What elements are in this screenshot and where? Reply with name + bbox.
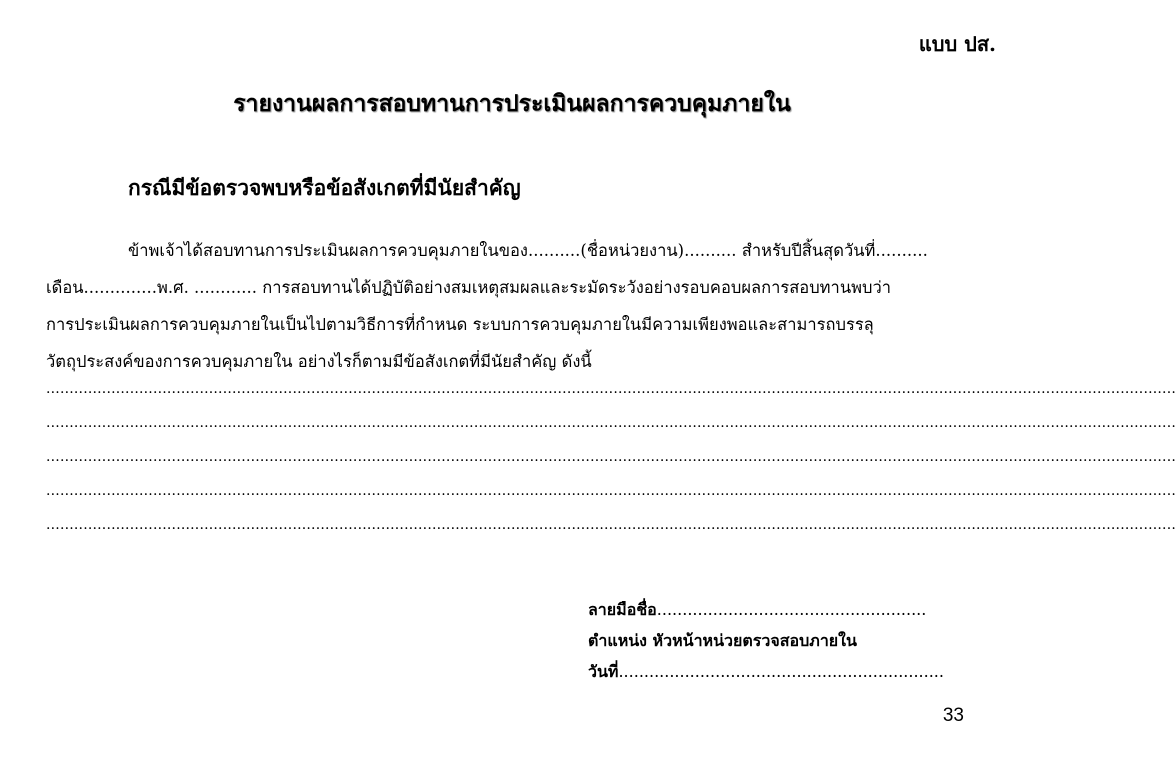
paragraph-line: ข้าพเจ้าได้สอบทานการประเมินผลการควบคุมภายในของ..........(ชื่อหน่วยงาน).......... สำหรับปีสิ้นสุดวันที่..........: [128, 241, 928, 260]
signature-name-label: ลายมือชื่อ: [588, 600, 657, 619]
form-code: แบบ ปส.: [918, 32, 996, 56]
dotted-line: ...................................................................................................................................................................................................................................................: [46, 381, 1176, 397]
signature-date-line: [588, 656, 968, 687]
report-paragraph: [46, 232, 978, 380]
signature-position-line: ตำแหน่ง หัวหน้าหน่วยตรวจสอบภายใน: [588, 631, 857, 650]
dotted-fill-lines: [46, 372, 1176, 542]
dotted-line: ...................................................................................................................................................................................................................................................: [46, 483, 1176, 499]
dotted-line: ...................................................................................................................................................................................................................................................: [46, 449, 1176, 465]
signature-name-fill: .....................................................: [656, 600, 927, 619]
signature-date-fill: ................................................................: [618, 662, 944, 681]
signature-date-label: วันที่: [588, 662, 619, 681]
paragraph-line: เดือน..............พ.ศ. ............ การสอบทานได้ปฏิบัติอย่างสมเหตุสมผลและระมัดระวังอย่างรอบคอบผลการสอบทานพบว่า: [46, 278, 891, 297]
signature-block: [588, 594, 968, 687]
report-title: รายงานผลการสอบทานการประเมินผลการควบคุมภายใน: [233, 90, 791, 117]
page-number: 33: [942, 705, 964, 726]
report-subtitle: กรณีมีข้อตรวจพบหรือข้อสังเกตที่มีนัยสำคัญ: [128, 175, 521, 200]
dotted-line: ...................................................................................................................................................................................................................................................: [46, 415, 1176, 431]
dotted-line: ...................................................................................................................................................................................................................................................: [46, 517, 1176, 533]
paragraph-line: วัตถุประสงค์ของการควบคุมภายใน อย่างไรก็ตามมีข้อสังเกตที่มีนัยสำคัญ ดังนี้: [46, 352, 592, 371]
paragraph-line: การประเมินผลการควบคุมภายในเป็นไปตามวิธีการที่กำหนด ระบบการควบคุมภายในมีความเพียงพอและสามารถบรรลุ: [46, 315, 874, 334]
signature-name-line: [588, 594, 968, 625]
